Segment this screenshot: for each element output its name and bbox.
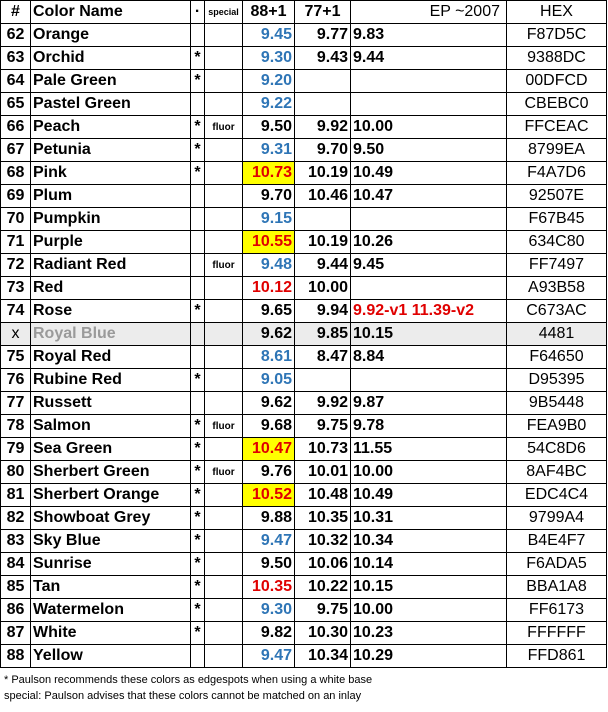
value-88: 9.62 (243, 392, 295, 415)
value-88: 9.47 (243, 645, 295, 668)
color-name: Sea Green (31, 438, 191, 461)
value-77: 10.06 (295, 553, 351, 576)
value-88: 10.47 (243, 438, 295, 461)
table-row (1, 24, 607, 47)
hex-code: 00DFCD (507, 70, 607, 93)
table-row (1, 254, 607, 277)
value-88: 9.50 (243, 553, 295, 576)
special-note (205, 277, 243, 300)
color-name: Sherbert Green (31, 461, 191, 484)
color-name: Petunia (31, 139, 191, 162)
header-special: special (205, 1, 243, 24)
value-88: 9.48 (243, 254, 295, 277)
edgespot-mark: * (191, 622, 205, 645)
value-77: 10.01 (295, 461, 351, 484)
value-77: 10.73 (295, 438, 351, 461)
edgespot-mark: * (191, 507, 205, 530)
value-ep: 9.83 (351, 24, 507, 47)
value-77: 10.35 (295, 507, 351, 530)
value-ep: 9.92-v1 11.39-v2 (351, 300, 507, 323)
special-note (205, 93, 243, 116)
color-name: Purple (31, 231, 191, 254)
hex-code: CBEBC0 (507, 93, 607, 116)
hex-code: F4A7D6 (507, 162, 607, 185)
value-ep (351, 277, 507, 300)
value-88: 10.55 (243, 231, 295, 254)
row-number: 83 (1, 530, 31, 553)
hex-code: F6ADA5 (507, 553, 607, 576)
edgespot-mark (191, 392, 205, 415)
hex-code: 9799A4 (507, 507, 607, 530)
value-88: 9.30 (243, 47, 295, 70)
color-name: Yellow (31, 645, 191, 668)
hex-code: BBA1A8 (507, 576, 607, 599)
header-88: 88+1 (243, 1, 295, 24)
value-77 (295, 70, 351, 93)
value-88: 9.70 (243, 185, 295, 208)
header-color-name: Color Name (31, 1, 191, 24)
value-88: 9.62 (243, 323, 295, 346)
table-row (1, 645, 607, 668)
special-note (205, 438, 243, 461)
row-number: 87 (1, 622, 31, 645)
edgespot-mark: * (191, 438, 205, 461)
hex-code: 92507E (507, 185, 607, 208)
value-88: 10.52 (243, 484, 295, 507)
row-number: 73 (1, 277, 31, 300)
special-note (205, 530, 243, 553)
row-number: 75 (1, 346, 31, 369)
edgespot-mark: * (191, 553, 205, 576)
table-row (1, 599, 607, 622)
value-ep: 10.15 (351, 576, 507, 599)
value-ep: 10.00 (351, 599, 507, 622)
color-name: Showboat Grey (31, 507, 191, 530)
table-row (1, 116, 607, 139)
value-ep: 10.49 (351, 484, 507, 507)
table-row (1, 576, 607, 599)
hex-code: 9388DC (507, 47, 607, 70)
hex-code: FF7497 (507, 254, 607, 277)
value-88: 10.35 (243, 576, 295, 599)
row-number: 66 (1, 116, 31, 139)
value-ep: 9.78 (351, 415, 507, 438)
value-88: 9.76 (243, 461, 295, 484)
color-name: Red (31, 277, 191, 300)
row-number: 70 (1, 208, 31, 231)
special-note: fluor (205, 461, 243, 484)
value-77: 9.92 (295, 392, 351, 415)
special-note (205, 323, 243, 346)
hex-code: FF6173 (507, 599, 607, 622)
edgespot-mark: * (191, 576, 205, 599)
hex-code: D95395 (507, 369, 607, 392)
color-name: Russett (31, 392, 191, 415)
color-name: Pink (31, 162, 191, 185)
header-row (1, 1, 607, 24)
edgespot-mark: * (191, 484, 205, 507)
row-number: 64 (1, 70, 31, 93)
value-88: 9.50 (243, 116, 295, 139)
value-77: 10.46 (295, 185, 351, 208)
value-77: 9.44 (295, 254, 351, 277)
value-77: 10.00 (295, 277, 351, 300)
color-name: Orange (31, 24, 191, 47)
edgespot-mark (191, 346, 205, 369)
value-ep: 10.29 (351, 645, 507, 668)
value-88: 9.47 (243, 530, 295, 553)
special-note (205, 645, 243, 668)
color-name: Plum (31, 185, 191, 208)
value-77: 9.92 (295, 116, 351, 139)
value-88: 9.05 (243, 369, 295, 392)
value-ep: 9.87 (351, 392, 507, 415)
row-number: 78 (1, 415, 31, 438)
value-88: 9.82 (243, 622, 295, 645)
special-note (205, 185, 243, 208)
table-row (1, 622, 607, 645)
color-name: Rose (31, 300, 191, 323)
color-name: Sherbert Orange (31, 484, 191, 507)
value-ep: 10.00 (351, 461, 507, 484)
row-number: 71 (1, 231, 31, 254)
value-ep (351, 70, 507, 93)
table-row (1, 415, 607, 438)
value-88: 9.15 (243, 208, 295, 231)
table-row (1, 484, 607, 507)
color-name: Tan (31, 576, 191, 599)
row-number: 62 (1, 24, 31, 47)
value-88: 9.68 (243, 415, 295, 438)
value-88: 10.73 (243, 162, 295, 185)
value-88: 9.45 (243, 24, 295, 47)
value-ep: 10.49 (351, 162, 507, 185)
value-77: 9.70 (295, 139, 351, 162)
table-row (1, 553, 607, 576)
value-77: 8.47 (295, 346, 351, 369)
hex-code: C673AC (507, 300, 607, 323)
row-number: 85 (1, 576, 31, 599)
table-row (1, 346, 607, 369)
value-77: 10.32 (295, 530, 351, 553)
edgespot-mark (191, 231, 205, 254)
row-number: 88 (1, 645, 31, 668)
value-ep: 10.00 (351, 116, 507, 139)
special-note (205, 622, 243, 645)
table-row (1, 47, 607, 70)
hex-code: F67B45 (507, 208, 607, 231)
value-88: 9.88 (243, 507, 295, 530)
table-row (1, 323, 607, 346)
color-name: Watermelon (31, 599, 191, 622)
hex-code: A93B58 (507, 277, 607, 300)
table-row (1, 208, 607, 231)
hex-code: F64650 (507, 346, 607, 369)
value-ep: 10.26 (351, 231, 507, 254)
value-88: 8.61 (243, 346, 295, 369)
color-name: Royal Blue (31, 323, 191, 346)
value-88: 9.30 (243, 599, 295, 622)
special-note (205, 139, 243, 162)
color-name: Rubine Red (31, 369, 191, 392)
hex-code: FFFFFF (507, 622, 607, 645)
value-ep: 9.45 (351, 254, 507, 277)
edgespot-mark (191, 277, 205, 300)
color-name: Pumpkin (31, 208, 191, 231)
value-77 (295, 369, 351, 392)
table-row (1, 369, 607, 392)
row-number: 76 (1, 369, 31, 392)
value-77: 9.75 (295, 415, 351, 438)
hex-code: 9B5448 (507, 392, 607, 415)
value-88: 9.65 (243, 300, 295, 323)
hex-code: 634C80 (507, 231, 607, 254)
row-number: 72 (1, 254, 31, 277)
header-77: 77+1 (295, 1, 351, 24)
row-number: 79 (1, 438, 31, 461)
color-name: Sunrise (31, 553, 191, 576)
edgespot-mark: * (191, 47, 205, 70)
value-77: 10.19 (295, 162, 351, 185)
value-88: 9.20 (243, 70, 295, 93)
value-ep: 11.55 (351, 438, 507, 461)
special-note (205, 576, 243, 599)
row-number: 63 (1, 47, 31, 70)
table-row (1, 277, 607, 300)
edgespot-mark: * (191, 461, 205, 484)
special-note: fluor (205, 415, 243, 438)
hex-code: FFCEAC (507, 116, 607, 139)
row-number: 86 (1, 599, 31, 622)
color-name: Orchid (31, 47, 191, 70)
value-77: 10.22 (295, 576, 351, 599)
special-note (205, 553, 243, 576)
footnote-special: special: Paulson advises that these colors cannot be matched on an inlay (4, 690, 362, 702)
hex-code: 8AF4BC (507, 461, 607, 484)
table-row (1, 300, 607, 323)
special-note (205, 507, 243, 530)
edgespot-mark (191, 185, 205, 208)
hex-code: FEA9B0 (507, 415, 607, 438)
special-note (205, 47, 243, 70)
table-row (1, 461, 607, 484)
special-note (205, 231, 243, 254)
special-note (205, 208, 243, 231)
table-body (1, 24, 607, 668)
row-number: 65 (1, 93, 31, 116)
special-note (205, 70, 243, 93)
header-hex: HEX (507, 1, 607, 24)
hex-code: 4481 (507, 323, 607, 346)
value-77: 9.77 (295, 24, 351, 47)
color-name: White (31, 622, 191, 645)
value-ep: 9.44 (351, 47, 507, 70)
value-ep: 10.14 (351, 553, 507, 576)
row-number: 74 (1, 300, 31, 323)
edgespot-mark (191, 645, 205, 668)
hex-code: FFD861 (507, 645, 607, 668)
edgespot-mark: * (191, 116, 205, 139)
special-note (205, 392, 243, 415)
special-note (205, 346, 243, 369)
value-77 (295, 93, 351, 116)
special-note (205, 24, 243, 47)
edgespot-mark (191, 24, 205, 47)
edgespot-mark: * (191, 70, 205, 93)
table-row (1, 438, 607, 461)
value-77: 10.19 (295, 231, 351, 254)
row-number: 80 (1, 461, 31, 484)
value-77: 9.75 (295, 599, 351, 622)
value-88: 9.31 (243, 139, 295, 162)
table-row (1, 93, 607, 116)
color-name: Sky Blue (31, 530, 191, 553)
hex-code: 54C8D6 (507, 438, 607, 461)
table-row (1, 231, 607, 254)
header-ep: EP ~2007 (351, 1, 507, 24)
table-row (1, 507, 607, 530)
edgespot-mark: * (191, 300, 205, 323)
table-row (1, 139, 607, 162)
hex-code: B4E4F7 (507, 530, 607, 553)
row-number: 77 (1, 392, 31, 415)
hex-code: F87D5C (507, 24, 607, 47)
row-number: 82 (1, 507, 31, 530)
color-name: Royal Red (31, 346, 191, 369)
row-number: 84 (1, 553, 31, 576)
edgespot-mark (191, 208, 205, 231)
special-note (205, 300, 243, 323)
header-num: # (1, 1, 31, 24)
edgespot-mark (191, 93, 205, 116)
table-row (1, 530, 607, 553)
table-row (1, 185, 607, 208)
value-ep (351, 208, 507, 231)
row-number: 69 (1, 185, 31, 208)
value-77: 10.48 (295, 484, 351, 507)
footnotes (0, 668, 608, 704)
edgespot-mark: * (191, 369, 205, 392)
value-77: 10.34 (295, 645, 351, 668)
value-ep: 8.84 (351, 346, 507, 369)
value-ep (351, 369, 507, 392)
value-ep: 10.31 (351, 507, 507, 530)
table-row (1, 392, 607, 415)
header-star: · (191, 1, 205, 24)
color-name: Salmon (31, 415, 191, 438)
row-number: x (1, 323, 31, 346)
table-row (1, 162, 607, 185)
edgespot-mark: * (191, 599, 205, 622)
special-note (205, 599, 243, 622)
row-number: 67 (1, 139, 31, 162)
edgespot-mark: * (191, 530, 205, 553)
value-ep: 10.23 (351, 622, 507, 645)
value-ep: 9.50 (351, 139, 507, 162)
hex-code: EDC4C4 (507, 484, 607, 507)
value-88: 9.22 (243, 93, 295, 116)
special-note: fluor (205, 116, 243, 139)
edgespot-mark: * (191, 139, 205, 162)
value-77: 9.43 (295, 47, 351, 70)
value-ep: 10.34 (351, 530, 507, 553)
color-name: Radiant Red (31, 254, 191, 277)
value-ep: 10.47 (351, 185, 507, 208)
row-number: 81 (1, 484, 31, 507)
color-name: Peach (31, 116, 191, 139)
value-77 (295, 208, 351, 231)
special-note (205, 369, 243, 392)
value-77: 9.94 (295, 300, 351, 323)
special-note (205, 484, 243, 507)
value-ep: 10.15 (351, 323, 507, 346)
edgespot-mark (191, 254, 205, 277)
hex-code: 8799EA (507, 139, 607, 162)
color-name: Pastel Green (31, 93, 191, 116)
edgespot-mark (191, 323, 205, 346)
value-ep (351, 93, 507, 116)
edgespot-mark: * (191, 415, 205, 438)
color-name: Pale Green (31, 70, 191, 93)
value-88: 10.12 (243, 277, 295, 300)
value-77: 9.85 (295, 323, 351, 346)
footnote-edgespots: * Paulson recommends these colors as edgespots when using a white base (4, 674, 373, 686)
special-note (205, 162, 243, 185)
special-note: fluor (205, 254, 243, 277)
row-number: 68 (1, 162, 31, 185)
table-row (1, 70, 607, 93)
edgespot-mark: * (191, 162, 205, 185)
value-77: 10.30 (295, 622, 351, 645)
